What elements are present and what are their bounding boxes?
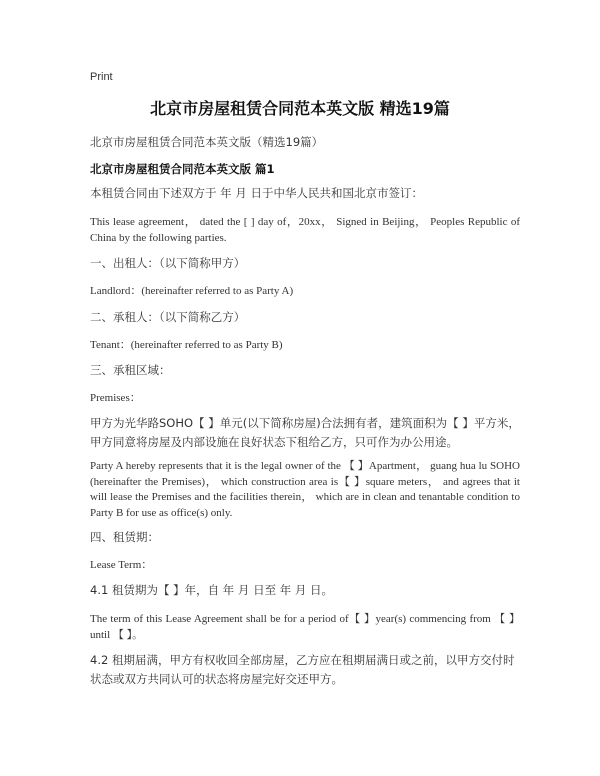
paragraph-intro-cn: 本租赁合同由下述双方于 年 月 日于中华人民共和国北京市签订：	[90, 186, 423, 200]
paragraph-tenant-en: Tenant：(hereinafter referred to as Party B)	[90, 339, 283, 351]
paragraph-premises-en: Premises：	[90, 392, 141, 404]
paragraph-premises-cn: 三、承租区域：	[90, 363, 171, 377]
paragraph-landlord-en: Landlord：(hereinafter referred to as Party A)	[90, 285, 294, 297]
paragraph-premises-detail-en: Party A hereby represents that it is the legal owner of the 【 】Apartment， guang hua lu SOHO (hereinafter the Premises)， which construction area is【 】square meters， and agrees that it will lease the Premises and the facilities therein， which are in clean and tenantable condition to Party B for use as office(s) only.	[90, 460, 520, 519]
paragraph-tenant-cn: 二、承租人：（以下简称乙方）	[90, 310, 246, 324]
paragraph-4-1-en: The term of this Lease Agreement shall be for a period of【 】year(s) commencing from 【 】until 【 】。	[90, 613, 520, 641]
paragraph-premises-detail-cn: 甲方为光华路SOHO【 】单元(以下简称房屋)合法拥有者，建筑面积为【 】平方米，甲方同意将房屋及内部设施在良好状态下租给乙方，只可作为办公用途。	[90, 416, 520, 449]
paragraph-4-2-cn: 4.2 租期届满，甲方有权收回全部房屋，乙方应在租期届满日或之前，以甲方交付时状态或双方共同认可的状态将房屋完好交还甲方。	[90, 653, 515, 686]
paragraph-4-1-cn: 4.1 租赁期为【 】年，自 年 月 日至 年 月 日。	[90, 583, 334, 597]
paragraph-landlord-cn: 一、出租人：（以下简称甲方）	[90, 256, 246, 270]
document-subtitle: 北京市房屋租赁合同范本英文版（精选19篇）	[90, 135, 324, 149]
section-heading: 北京市房屋租赁合同范本英文版 篇1	[90, 162, 275, 176]
paragraph-lease-term-en: Lease Term：	[90, 559, 153, 571]
print-link[interactable]: Print	[90, 71, 113, 83]
page-title: 北京市房屋租赁合同范本英文版 精选19篇	[150, 99, 450, 118]
paragraph-lease-term-cn: 四、租赁期：	[90, 530, 159, 544]
paragraph-intro-en: This lease agreement， dated the [ ] day of，20xx， Signed in Beijing， Peoples Republic of China by the following parties.	[90, 216, 520, 244]
